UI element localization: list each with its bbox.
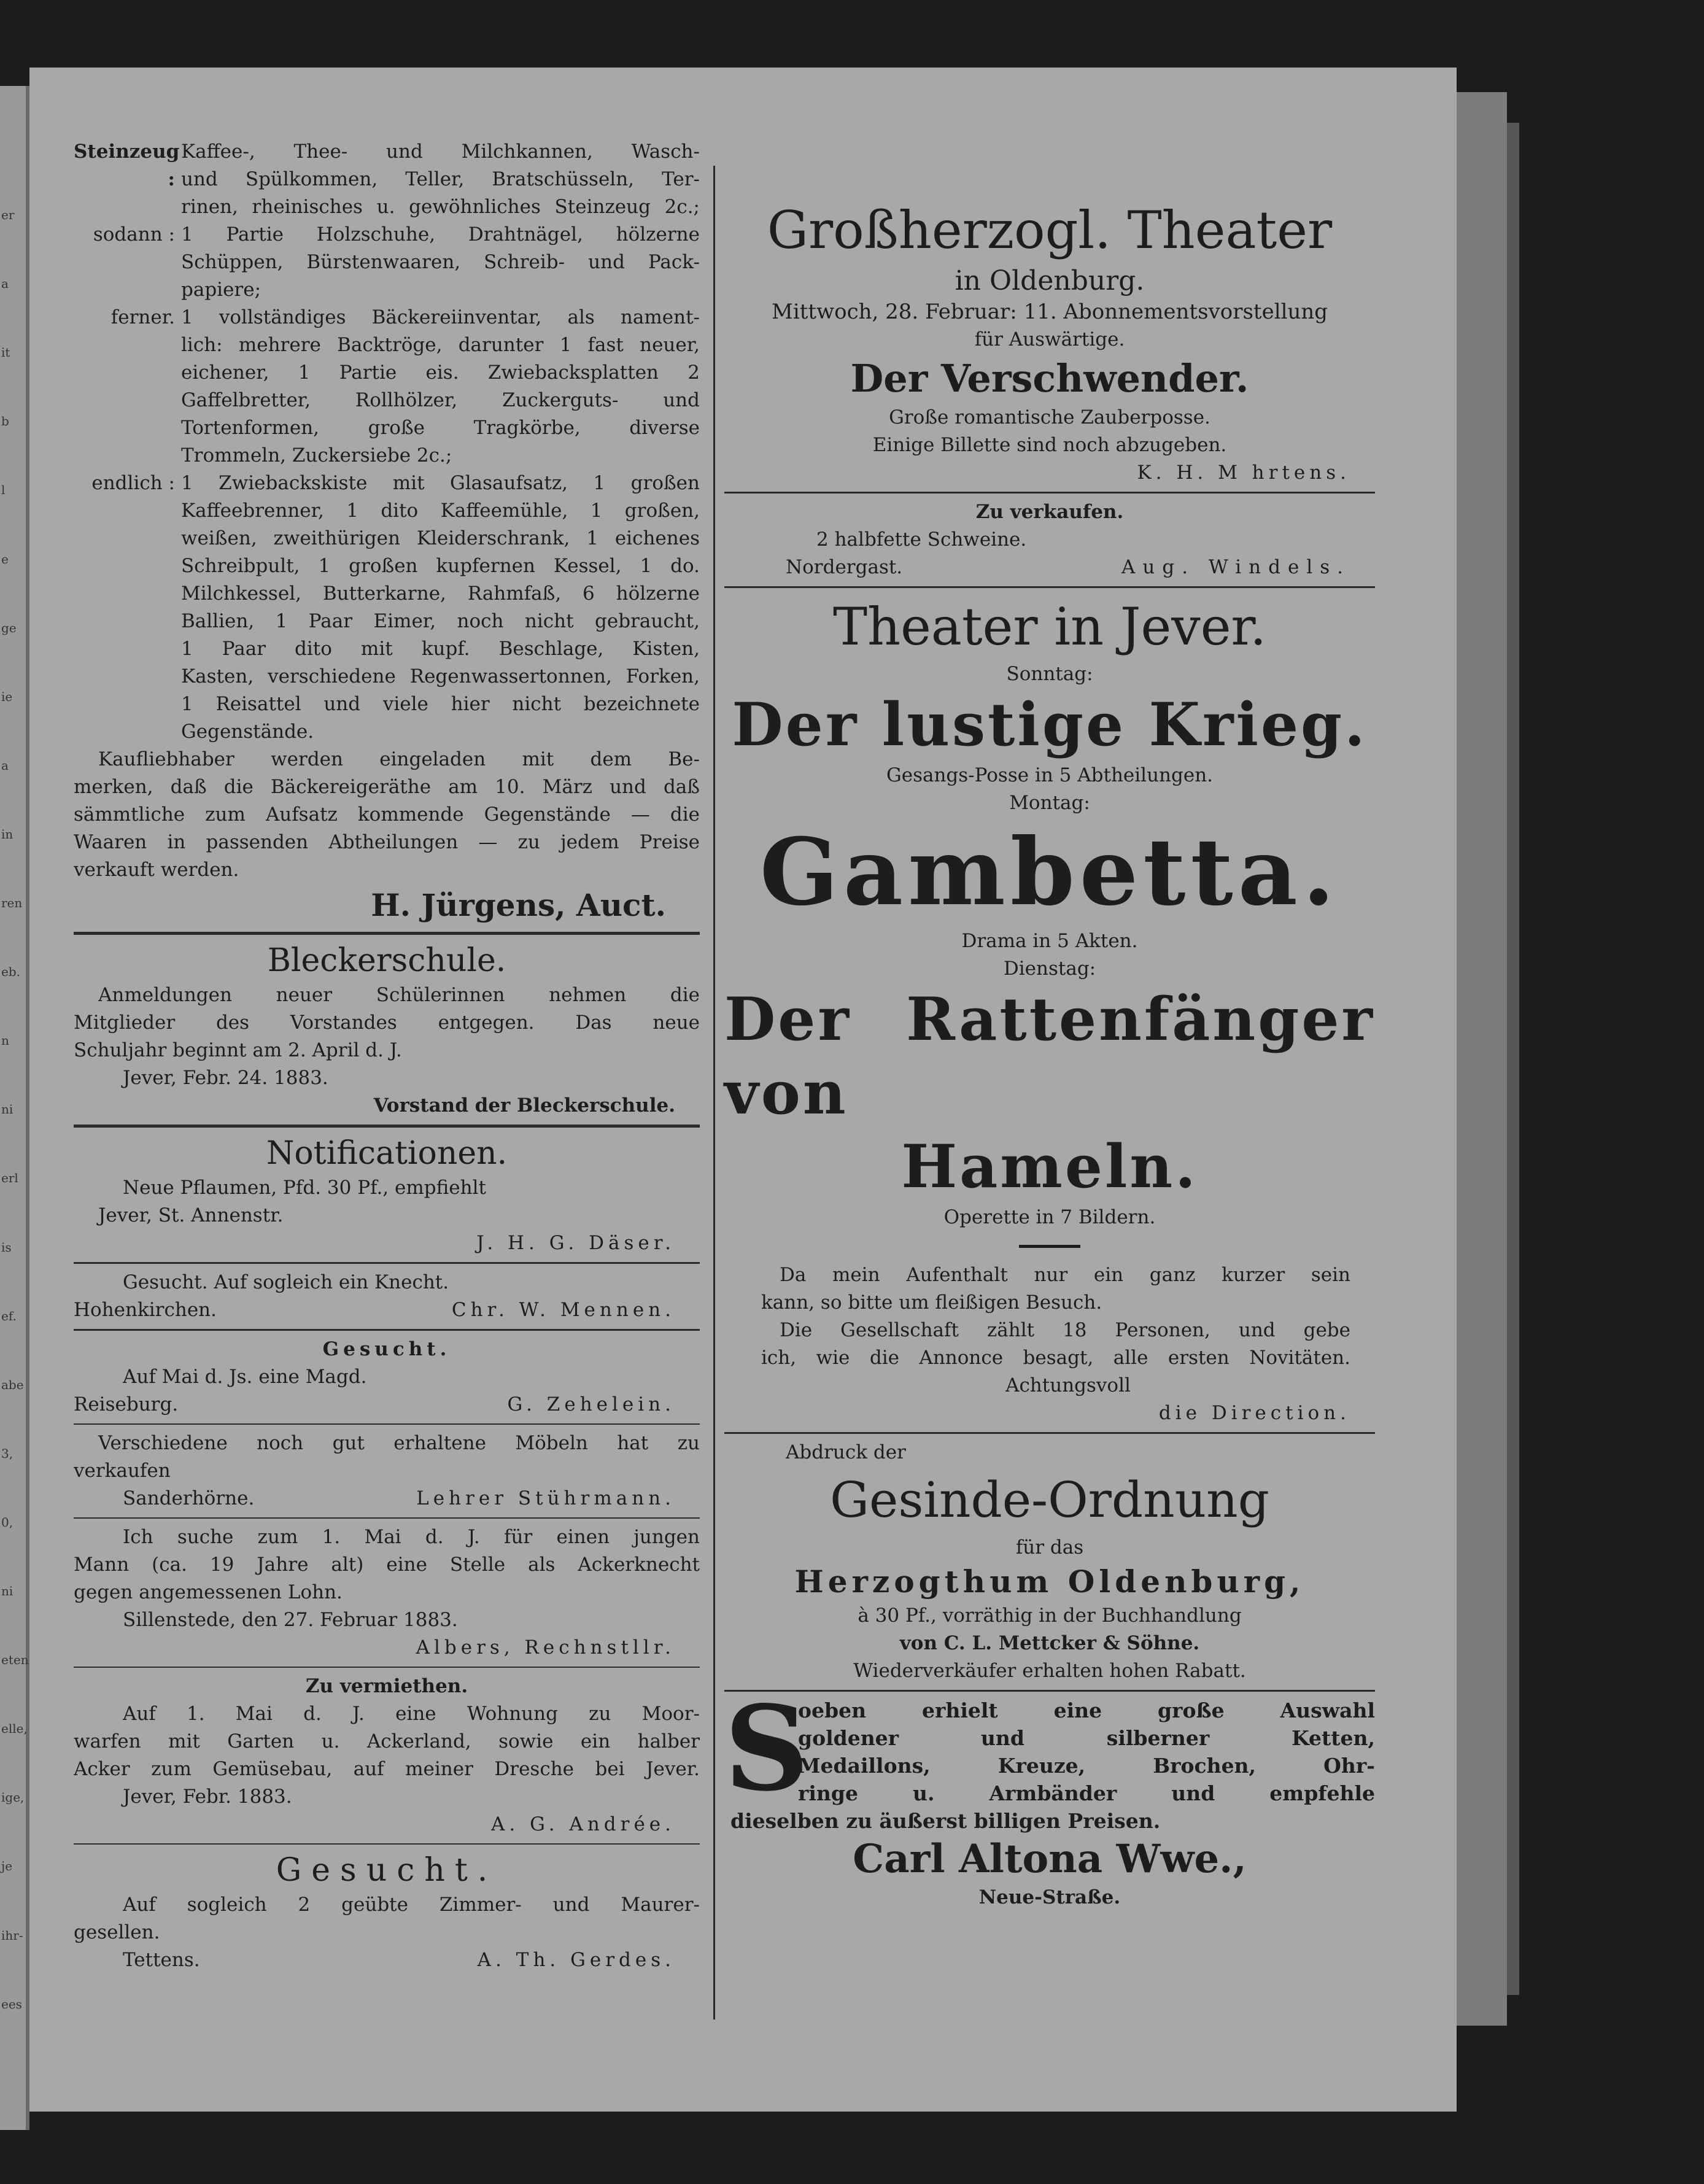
- advertiser-name: Aug. Windels.: [1121, 556, 1350, 578]
- text-line: kann, so bitte um fleißigen Besuch.: [761, 1291, 1102, 1314]
- text-line: Wiederverkäufer erhalten hohen Rabatt.: [853, 1660, 1246, 1682]
- margin-fragment: ef.: [1, 1308, 17, 1323]
- section-rule: [74, 1262, 700, 1264]
- day-label: Montag:: [1009, 792, 1090, 814]
- place: Tettens.: [123, 1949, 200, 1971]
- text-line: 1 Paar dito mit kupf. Beschlage, Kisten,: [181, 638, 700, 660]
- gesinde-ordnung-ad: [724, 1439, 1375, 1685]
- label-endlich: endlich :: [91, 472, 175, 494]
- margin-fragment: is: [1, 1239, 12, 1255]
- margin-fragment: 3,: [1, 1446, 14, 1461]
- vermiethen-heading: Zu vermiethen.: [305, 1675, 468, 1697]
- column-divider: [713, 166, 715, 2019]
- theater-oldenburg-subtitle: in Oldenburg.: [955, 265, 1145, 296]
- place-date: Jever, Febr. 24. 1883.: [123, 1067, 328, 1089]
- margin-fragment: abe: [1, 1377, 24, 1392]
- place-date: Sillenstede, den 27. Februar 1883.: [123, 1609, 458, 1631]
- text-line: Jever, St. Annenstr.: [98, 1204, 284, 1226]
- gesucht-heading: Gesucht.: [276, 1852, 498, 1889]
- text-line: sämmtliche zum Aufsatz kommende Gegenstände — die: [74, 804, 700, 826]
- text-line: Ballien, 1 Paar Eimer, noch nicht gebraucht,: [181, 610, 700, 632]
- text-line: lich: mehrere Backtröge, darunter 1 fast neuer,: [181, 334, 700, 356]
- text-line: Kaffee-, Thee- und Milchkannen, Wasch-: [181, 141, 700, 163]
- section-rule: [724, 1690, 1375, 1692]
- firm-name: Carl Altona Wwe.,: [853, 1836, 1247, 1882]
- right-column: [724, 138, 1375, 1911]
- text-line: Auf sogleich 2 geübte Zimmer- und Maurer-: [123, 1894, 700, 1916]
- text-line: Da mein Aufenthalt nur ein ganz kurzer sein: [780, 1264, 1350, 1286]
- play-title: Gambetta.: [759, 818, 1340, 926]
- margin-fragment: ees: [1, 1996, 22, 2012]
- play-genre: Operette in 7 Bildern.: [943, 1206, 1156, 1228]
- inventory-ad: [74, 138, 700, 927]
- text-line: Schreibpult, 1 großen kupfernen Kessel, 1 do.: [181, 555, 700, 577]
- gesucht-heading: Gesucht.: [322, 1338, 451, 1360]
- text-line: papiere;: [181, 279, 261, 301]
- text-line: Trommeln, Zuckersiebe 2c.;: [181, 444, 452, 467]
- verkaufen-heading: Zu verkaufen.: [975, 501, 1124, 523]
- text-line: Tortenformen, große Tragkörbe, diverse: [181, 417, 700, 439]
- inventory-endlich: [74, 470, 700, 746]
- notifications-ad: [74, 1133, 700, 1257]
- text-line: eichener, 1 Partie eis. Zwiebacksplatten 2: [181, 362, 700, 384]
- advertiser-name: A. Th. Gerdes.: [477, 1949, 675, 1971]
- gesinde-title: Gesinde-Ordnung: [830, 1471, 1269, 1528]
- street-name: Neue-Straße.: [978, 1886, 1121, 1908]
- text-line: 1 Partie Holzschuhe, Drahtnägel, hölzerne: [181, 223, 700, 246]
- text-line: für das: [1015, 1536, 1084, 1559]
- text-line: Gegenstände.: [181, 721, 314, 743]
- inventory-ferner: [74, 304, 700, 470]
- text-line: Milchkessel, Butterkarne, Rahmfaß, 6 hölzerne: [181, 583, 700, 605]
- verkaufen-ad: [724, 498, 1375, 581]
- label-steinzeug: Steinzeug :: [74, 141, 180, 190]
- margin-fragment: ie: [1, 689, 13, 704]
- text-line: Acker zum Gemüsebau, auf meiner Dresche bei Jever.: [74, 1758, 700, 1780]
- text-line: Schuljahr beginnt am 2. April d. J.: [74, 1039, 402, 1061]
- text-line: Mann (ca. 19 Jahre alt) eine Stelle als Ackerknecht: [74, 1554, 700, 1576]
- adjacent-left-page: [0, 86, 29, 2130]
- margin-fragment: ihr-: [1, 1927, 23, 1943]
- text-line: 1 vollständiges Bäckereiinventar, als nament-: [181, 306, 700, 328]
- stelle-ad: [74, 1524, 700, 1662]
- day-label: Dienstag:: [1003, 958, 1096, 980]
- play-genre: Große romantische Zauberposse.: [889, 406, 1210, 428]
- text-line: Kasten, verschiedene Regenwassertonnen, Forken,: [181, 665, 700, 687]
- margin-fragment: eten: [1, 1652, 29, 1668]
- margin-fragment: ige,: [1, 1790, 25, 1805]
- section-rule: [724, 586, 1375, 588]
- bleckerschule-signature: Vorstand der Bleckerschule.: [373, 1094, 675, 1117]
- section-rule: [74, 1125, 700, 1128]
- text-line: weißen, zweithürigen Kleiderschrank, 1 eichenes: [181, 527, 700, 549]
- text-line: Schüppen, Bürstenwaaren, Schreib- und Pack-: [181, 251, 700, 273]
- margin-fragment: ni: [1, 1102, 14, 1117]
- text-line: Achtungsvoll: [1005, 1374, 1131, 1396]
- moebel-ad: [74, 1430, 700, 1512]
- margin-fragment: ni: [1, 1584, 14, 1598]
- advertiser-name: Albers, Rechnstllr.: [416, 1636, 675, 1659]
- text-line: Mitglieder des Vorstandes entgegen. Das neue: [74, 1012, 700, 1034]
- margin-fragment: 0,: [1, 1514, 14, 1530]
- margin-fragment: e: [1, 551, 9, 567]
- bleckerschule-ad: [74, 940, 700, 1120]
- vermiethen-ad: [74, 1673, 700, 1838]
- play-title: Der Rattenfänger von: [724, 985, 1375, 1128]
- margin-fragment: n: [1, 1033, 9, 1048]
- margin-fragment: erl: [1, 1171, 18, 1186]
- section-rule: [74, 1423, 700, 1425]
- label-ferner: ferner.: [110, 306, 175, 328]
- text-line: Die Gesellschaft zählt 18 Personen, und gebe: [780, 1319, 1350, 1341]
- text-line: ich, wie die Annonce besagt, alle ersten Novitäten.: [761, 1347, 1350, 1369]
- text-line: Einige Billette sind noch abzugeben.: [872, 434, 1227, 456]
- advertiser-name: Chr. W. Mennen.: [451, 1299, 675, 1321]
- text-line: Waaren in passenden Abtheilungen — zu jedem Preise: [74, 831, 700, 853]
- bleckerschule-heading: Bleckerschule.: [267, 942, 506, 979]
- text-line: rinen, rheinisches u. gewöhnliches Steinzeug 2c.;: [181, 196, 700, 218]
- gesucht-magd-ad: [74, 1336, 700, 1419]
- text-line: Auf Mai d. Js. eine Magd.: [123, 1366, 367, 1388]
- text-line: für Auswärtige.: [974, 328, 1125, 350]
- text-line: Gesucht. Auf sogleich ein Knecht.: [123, 1271, 449, 1293]
- margin-fragment: b: [1, 414, 9, 429]
- text-line: verkauft werden.: [74, 859, 239, 881]
- theater-oldenburg-title: Großherzogl. Theater: [767, 200, 1333, 260]
- text-line: oeben erhielt eine große Auswahl: [798, 1698, 1375, 1722]
- left-column: [74, 138, 700, 1974]
- text-line: merken, daß die Bäckereigeräthe am 10. März und daß: [74, 776, 700, 798]
- drop-cap: S: [724, 1680, 809, 1817]
- margin-fragment: ren: [1, 896, 23, 910]
- text-line: Kaufliebhaber werden eingeladen mit dem Be-: [98, 748, 700, 770]
- text-line: Auf 1. Mai d. J. eine Wohnung zu Moor-: [123, 1703, 700, 1725]
- theater-oldenburg-ad: [724, 196, 1375, 487]
- text-line: verkaufen: [74, 1460, 171, 1482]
- label-sodann: sodann :: [93, 223, 175, 246]
- text-line: ringe u. Armbänder und empfehle: [798, 1781, 1375, 1805]
- text-line: und Spülkommen, Teller, Bratschüsseln, Ter-: [181, 168, 700, 190]
- text-line: Kaffeebrenner, 1 dito Kaffeemühle, 1 großen,: [181, 500, 700, 522]
- margin-fragment: l: [1, 482, 6, 498]
- play-genre: Gesangs-Posse in 5 Abtheilungen.: [886, 764, 1214, 786]
- text-line: goldener und silberner Ketten,: [798, 1726, 1375, 1750]
- place: Reiseburg.: [74, 1393, 179, 1415]
- margin-fragment: ge: [1, 620, 17, 635]
- margin-fragment: elle,: [1, 1721, 28, 1737]
- text-line: 2 halbfette Schweine.: [816, 529, 1027, 551]
- text-line: warfen mit Garten u. Ackerland, sowie ein halber: [74, 1730, 700, 1752]
- text-line: Ich suche zum 1. Mai d. J. für einen jungen: [123, 1526, 700, 1548]
- text-line: Neue Pflaumen, Pfd. 30 Pf., empfiehlt: [123, 1177, 486, 1199]
- theater-jever-title: Theater in Jever.: [832, 597, 1267, 657]
- jewelry-ad: [724, 1680, 1375, 1911]
- page-edge-shadow: [1457, 92, 1507, 2026]
- section-rule: [724, 492, 1375, 494]
- margin-fragment: er: [1, 207, 15, 222]
- margin-fragment: a: [1, 276, 9, 292]
- inventory-sodann: [74, 221, 700, 304]
- place: Sanderhörne.: [123, 1487, 255, 1509]
- margin-fragment: it: [1, 345, 10, 360]
- region-title: Herzogthum Oldenburg,: [794, 1563, 1305, 1600]
- advertiser-name: A. G. Andrée.: [490, 1813, 675, 1835]
- section-rule: [74, 1667, 700, 1668]
- play-genre: Drama in 5 Akten.: [961, 930, 1138, 952]
- advertiser-name: G. Zehelein.: [507, 1393, 675, 1415]
- section-rule: [74, 1843, 700, 1845]
- section-rule: [74, 1517, 700, 1519]
- margin-fragment: je: [1, 1859, 13, 1874]
- margin-fragment: in: [1, 826, 14, 842]
- play-title: Hameln.: [901, 1132, 1198, 1201]
- play-title: Der Verschwender.: [850, 356, 1249, 401]
- margin-fragment: a: [1, 757, 9, 773]
- publisher: von C. L. Mettcker & Söhne.: [899, 1632, 1200, 1654]
- performance-date: Mittwoch, 28. Februar: 11. Abonnementsvorstellung: [772, 300, 1328, 324]
- inventory-signature: H. Jürgens, Auct.: [371, 887, 666, 923]
- play-title: Der lustige Krieg.: [732, 690, 1368, 759]
- theater-jever-signature: die Direction.: [1158, 1402, 1350, 1424]
- gesucht-knecht-ad: [74, 1269, 700, 1324]
- text-line: 1 Reisattel und viele hier nicht bezeichnete: [181, 693, 700, 715]
- advertiser-name: Lehrer Stührmann.: [416, 1487, 675, 1509]
- section-rule: [74, 1329, 700, 1331]
- text-line: Anmeldungen neuer Schülerinnen nehmen die: [98, 984, 700, 1006]
- place-date: Jever, Febr. 1883.: [123, 1786, 292, 1808]
- notifications-heading: Notificationen.: [266, 1135, 508, 1172]
- section-rule: [724, 1432, 1375, 1434]
- place: Hohenkirchen.: [74, 1299, 217, 1321]
- text-line: Gaffelbretter, Rollhölzer, Zuckerguts- und: [181, 389, 700, 411]
- theater-oldenburg-signature: K. H. M hrtens.: [1137, 462, 1350, 484]
- short-rule: [1019, 1245, 1080, 1248]
- day-label: Sonntag:: [1006, 663, 1093, 685]
- text-line: dieselben zu äußerst billigen Preisen.: [730, 1809, 1161, 1833]
- inventory-steinzeug: [74, 138, 700, 221]
- place: Nordergast.: [786, 556, 903, 578]
- text-line: gesellen.: [74, 1921, 160, 1943]
- section-rule: [74, 932, 700, 935]
- text-line: à 30 Pf., vorräthig in der Buchhandlung: [858, 1605, 1242, 1627]
- gesucht-gesellen-ad: [74, 1849, 700, 1974]
- notifications-signature: J. H. G. Däser.: [476, 1232, 675, 1254]
- theater-jever-ad: [724, 593, 1375, 1427]
- text-line: Medaillons, Kreuze, Brochen, Ohr-: [798, 1754, 1375, 1778]
- margin-fragment: eb.: [1, 964, 20, 980]
- book-cover-edge: [1507, 123, 1519, 1995]
- text-line: gegen angemessenen Lohn.: [74, 1581, 343, 1603]
- text-line: 1 Zwiebackskiste mit Glasaufsatz, 1 großen: [181, 472, 700, 494]
- text-line: Abdruck der: [786, 1441, 906, 1463]
- text-line: Verschiedene noch gut erhaltene Möbeln hat zu: [98, 1432, 700, 1454]
